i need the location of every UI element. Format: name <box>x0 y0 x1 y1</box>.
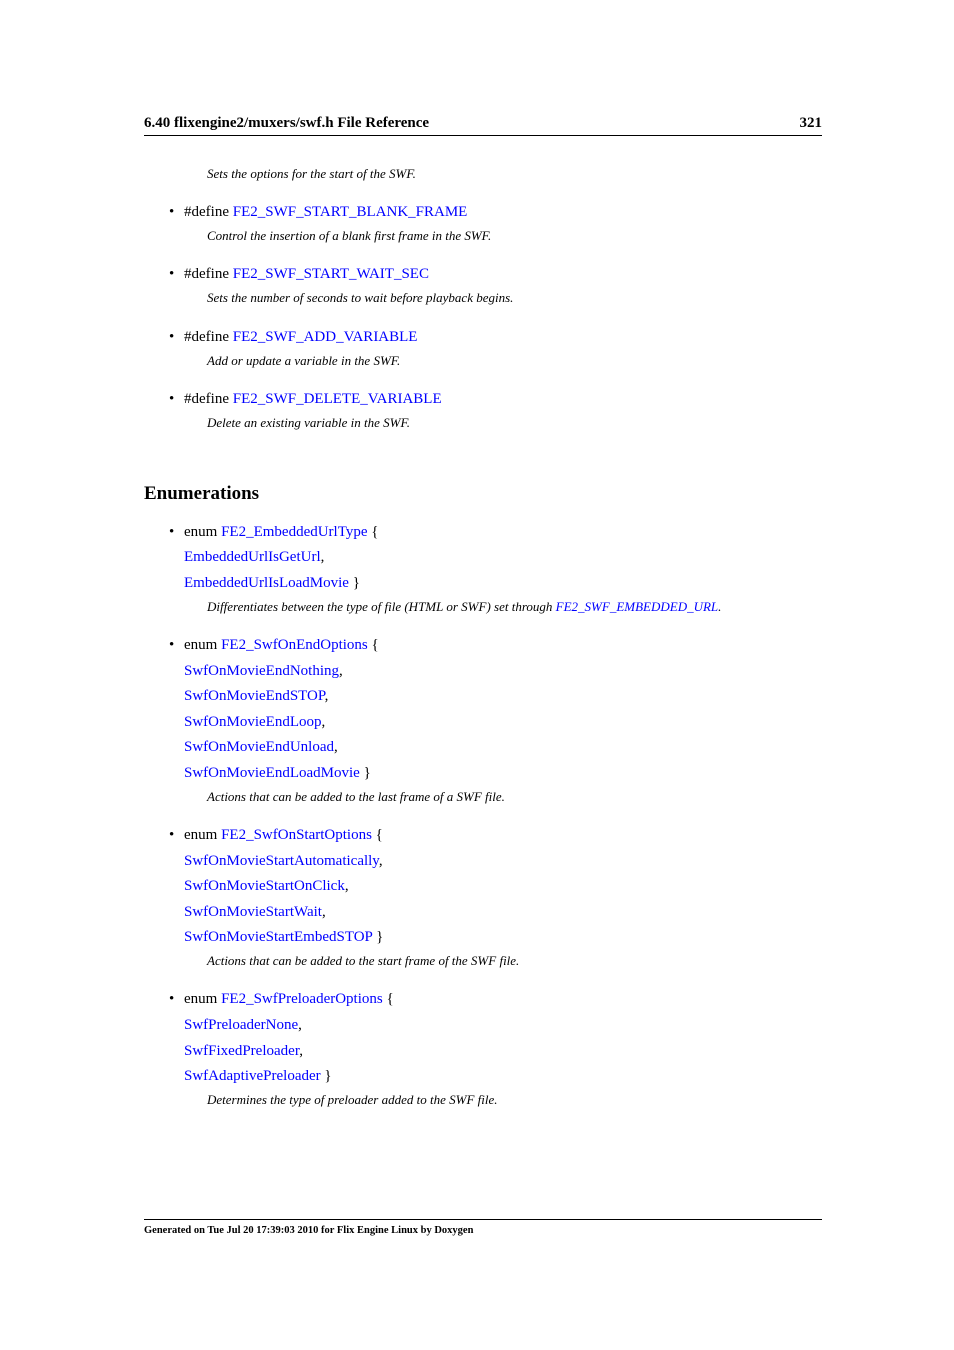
bullet: • <box>169 991 175 1007</box>
separator: , <box>378 853 383 869</box>
enum-description: Actions that can be added to the last frame of a SWF file. <box>207 789 505 804</box>
separator: , <box>344 878 349 894</box>
header-rule <box>144 135 822 136</box>
desc-text: Differentiates between the type of file (HTML or SWF) set through <box>207 599 556 614</box>
define-item <box>184 203 467 221</box>
enum-value-line <box>184 548 324 566</box>
enum-description: Actions that can be added to the start frame of the SWF file. <box>207 953 520 968</box>
enum-value-line <box>184 574 360 592</box>
enum-value-link[interactable]: SwfOnMovieStartAutomatically <box>184 853 379 869</box>
enum-value-link[interactable]: SwfOnMovieEndUnload <box>184 739 334 755</box>
enum-value-line <box>184 1016 302 1034</box>
enum-value-link[interactable]: SwfOnMovieStartWait <box>184 904 322 920</box>
enum-value-line <box>184 928 383 946</box>
enum-declaration <box>184 826 383 844</box>
define-keyword: #define <box>184 266 229 282</box>
separator: , <box>298 1017 302 1033</box>
enum-value-line <box>184 1042 303 1060</box>
separator: , <box>334 739 338 755</box>
close-brace: } <box>363 765 371 781</box>
enum-value-line <box>184 687 328 705</box>
enum-value-line <box>184 877 349 895</box>
enum-value-link[interactable]: SwfOnMovieEndSTOP <box>184 688 325 704</box>
enum-declaration <box>184 636 379 654</box>
footer-rule <box>144 1219 822 1220</box>
enum-link-swf-preloader-options[interactable]: FE2_SwfPreloaderOptions <box>221 991 383 1007</box>
enum-keyword: enum <box>184 524 218 540</box>
page-footer: Generated on Tue Jul 20 17:39:03 2010 for Flix Engine Linux by Doxygen <box>144 1225 474 1236</box>
bullet: • <box>169 204 175 220</box>
enum-value-link[interactable]: EmbeddedUrlIsGetUrl <box>184 549 321 565</box>
intro-description: Sets the options for the start of the SWF. <box>207 166 416 181</box>
enum-value-line <box>184 764 371 782</box>
enum-value-line <box>184 713 325 731</box>
desc-text: . <box>718 599 722 614</box>
define-link-add-variable[interactable]: FE2_SWF_ADD_VARIABLE <box>232 329 418 345</box>
separator: , <box>299 1043 303 1059</box>
enum-value-link[interactable]: SwfOnMovieStartOnClick <box>184 878 345 894</box>
define-description: Add or update a variable in the SWF. <box>207 353 401 368</box>
define-link-delete-variable[interactable]: FE2_SWF_DELETE_VARIABLE <box>232 391 442 407</box>
enum-value-line <box>184 662 343 680</box>
define-item <box>184 265 429 283</box>
enum-value-link[interactable]: SwfAdaptivePreloader <box>184 1068 321 1084</box>
enum-declaration <box>184 990 394 1008</box>
enum-description: Determines the type of preloader added to the SWF file. <box>207 1092 498 1107</box>
separator: , <box>321 904 326 920</box>
bullet: • <box>169 266 175 282</box>
close-brace: } <box>324 1068 332 1084</box>
define-item <box>184 390 442 408</box>
define-description: Delete an existing variable in the SWF. <box>207 415 411 430</box>
section-title: 6.40 flixengine2/muxers/swf.h File Reference <box>144 115 430 131</box>
enum-value-link[interactable]: EmbeddedUrlIsLoadMovie <box>184 575 349 591</box>
define-item <box>184 328 417 346</box>
open-brace: { <box>386 991 394 1007</box>
enum-keyword: enum <box>184 637 218 653</box>
enum-link-swf-on-end-options[interactable]: FE2_SwfOnEndOptions <box>221 637 368 653</box>
define-keyword: #define <box>184 204 229 220</box>
enum-value-link[interactable]: SwfFixedPreloader <box>184 1043 300 1059</box>
define-description: Control the insertion of a blank first frame in the SWF. <box>207 228 492 243</box>
enum-value-link[interactable]: SwfOnMovieEndLoop <box>184 714 322 730</box>
separator: , <box>324 688 329 704</box>
enum-value-line <box>184 852 383 870</box>
enum-value-line <box>184 1067 332 1085</box>
close-brace: } <box>376 929 384 945</box>
close-brace: } <box>352 575 360 591</box>
bullet: • <box>169 391 175 407</box>
enum-value-link[interactable]: SwfOnMovieEndLoadMovie <box>184 765 360 781</box>
enum-link-embedded-url-type[interactable]: FE2_EmbeddedUrlType <box>221 524 368 540</box>
define-link-start-blank-frame[interactable]: FE2_SWF_START_BLANK_FRAME <box>232 204 468 220</box>
define-keyword: #define <box>184 329 229 345</box>
open-brace: { <box>371 524 379 540</box>
bullet: • <box>169 637 175 653</box>
enum-link-swf-on-start-options[interactable]: FE2_SwfOnStartOptions <box>221 827 372 843</box>
bullet: • <box>169 827 175 843</box>
enum-value-line <box>184 738 338 756</box>
enum-value-link[interactable]: SwfOnMovieEndNothing <box>184 663 339 679</box>
enum-value-link[interactable]: SwfPreloaderNone <box>184 1017 299 1033</box>
desc-link-embedded-url[interactable]: FE2_SWF_EMBEDDED_URL <box>555 599 719 614</box>
separator: , <box>320 549 325 565</box>
define-description: Sets the number of seconds to wait before playback begins. <box>207 290 514 305</box>
open-brace: { <box>371 637 379 653</box>
bullet: • <box>169 329 175 345</box>
separator: , <box>321 714 326 730</box>
open-brace: { <box>375 827 383 843</box>
enumerations-heading: Enumerations <box>144 483 260 504</box>
enum-description <box>207 599 721 615</box>
enum-declaration <box>184 523 378 541</box>
define-link-start-wait-sec[interactable]: FE2_SWF_START_WAIT_SEC <box>232 266 429 282</box>
bullet: • <box>169 524 175 540</box>
page-number: 321 <box>799 115 822 131</box>
enum-keyword: enum <box>184 991 218 1007</box>
separator: , <box>339 663 343 679</box>
enum-value-line <box>184 903 326 921</box>
define-keyword: #define <box>184 391 229 407</box>
enum-keyword: enum <box>184 827 218 843</box>
enum-value-link[interactable]: SwfOnMovieStartEmbedSTOP <box>184 929 373 945</box>
